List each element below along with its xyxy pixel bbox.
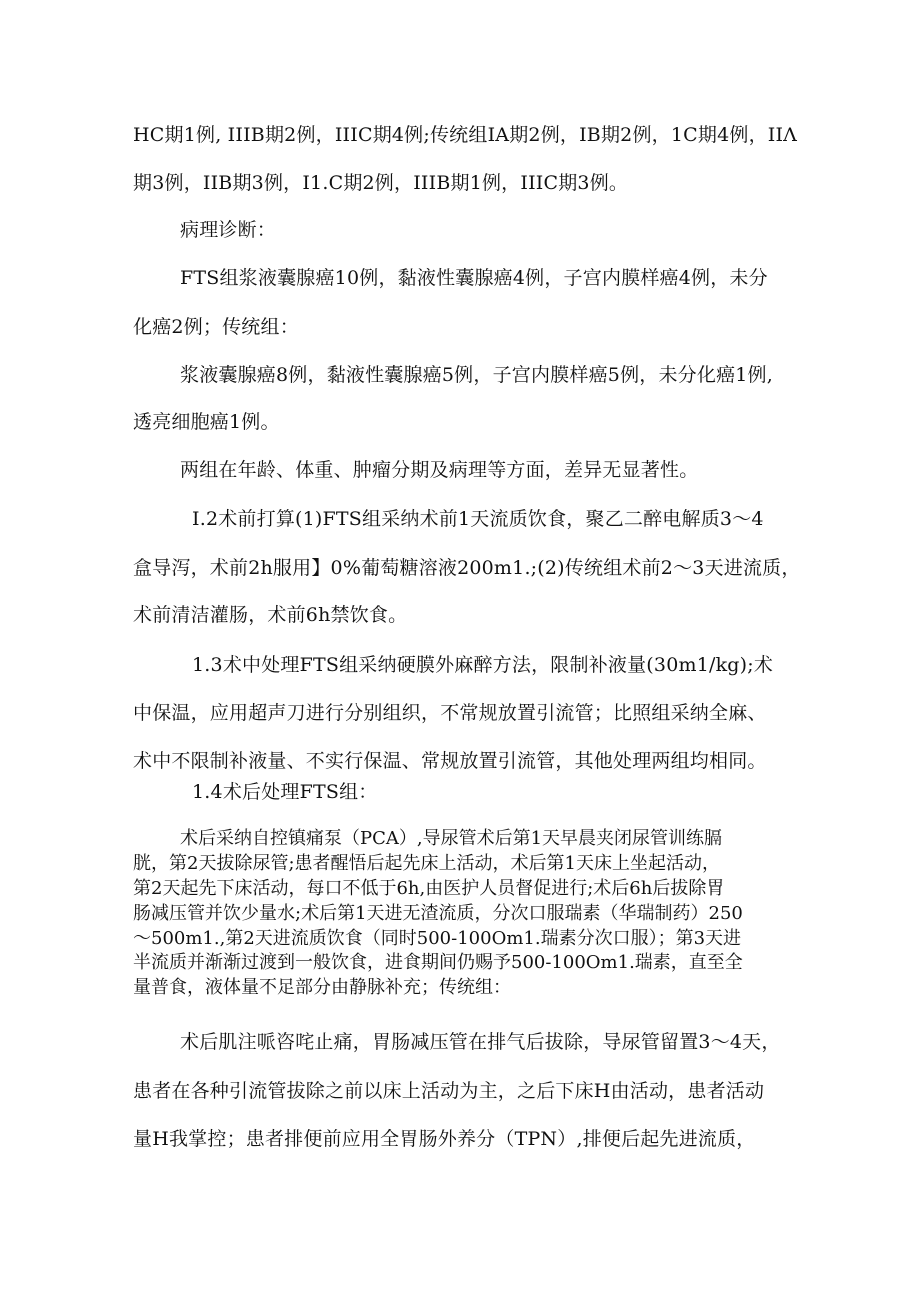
text-line: 中保温，应用超声刀进行分别组织，不常规放置引流管；比照组采纳全麻、 bbox=[133, 702, 767, 724]
section-heading: 1.4术后处理FTS组： bbox=[192, 781, 378, 803]
text-line: 1.3术中处理FTS组采纳硬膜外麻醉方法，限制补液量(30m1∕kg);术 bbox=[192, 654, 774, 676]
text-line: 量H我掌控；患者排便前应用全胃肠外养分（TPN）,排便后起先进流质， bbox=[133, 1128, 756, 1150]
text-line: 量普食，液体量不足部分由静脉补充；传统组： bbox=[133, 977, 511, 998]
text-line: 术后肌注哌咨咤止痛，胃肠减压管在排气后拔除，导尿管留置3～4天， bbox=[180, 1031, 781, 1053]
text-line: 术中不限制补液量、不实行保温、常规放置引流管，其他处理两组均相同。 bbox=[133, 750, 767, 772]
text-line: 第2天起先下床活动，每口不低于6h,由医护人员督促进行;术后6h后拔除胃 bbox=[133, 878, 725, 899]
section-heading: 病理诊断： bbox=[180, 219, 277, 241]
text-line: FTS组浆液囊腺癌10例，黏液性囊腺癌4例，子宫内膜样癌4例，未分 bbox=[180, 267, 768, 289]
text-line: 胱，第2天拔除尿管;患者醒悟后起先床上活动，术后第1天床上坐起活动， bbox=[133, 853, 720, 874]
text-line: 盒导泻，术前2h服用】0%葡萄糖溶液200m1.;(2)传统组术前2～3天进流质， bbox=[133, 557, 801, 579]
text-line: 半流质并渐渐过渡到一般饮食，进食期间仍赐予500-100Om1.瑞素，直至全 bbox=[133, 952, 743, 973]
text-line: 透亮细胞癌1例。 bbox=[133, 411, 280, 433]
text-line: 化癌2例；传统组： bbox=[133, 316, 299, 338]
text-line: 术前清洁灌肠，术前6h禁饮食。 bbox=[133, 604, 408, 626]
text-line: ～500m1.,第2天进流质饮食（同时500-100Om1.瑞素分次口服）；第3天进 bbox=[133, 928, 742, 949]
text-line: 患者在各种引流管拔除之前以床上活动为主，之后下床H由活动，患者活动 bbox=[133, 1080, 765, 1102]
text-line: 浆液囊腺癌8例，黏液性囊腺癌5例，子宫内膜样癌5例，未分化癌1例, bbox=[180, 364, 773, 386]
text-line: 术后采纳自控镇痛泵（PCA）,导尿管术后第1天早晨夹闭尿管训练膈 bbox=[180, 828, 723, 849]
text-line: HC期1例, IIIB期2例，IIIC期4例;传统组IA期2例，IB期2例，1C期4例，IIΛ bbox=[133, 124, 798, 146]
text-line: 两组在年龄、体重、肿瘤分期及病理等方面，差异无显著性。 bbox=[180, 459, 699, 481]
text-line: I.2术前打算(1)FTS组采纳术前1天流质饮食，聚乙二醉电解质3～4 bbox=[192, 508, 764, 530]
text-line: 肠减压管并饮少量水;术后第1天进无渣流质，分次口服瑞素（华瑞制药）250 bbox=[133, 903, 743, 924]
text-line: 期3例，IIB期3例，I1.C期2例，IIIB期1例，IIIC期3例。 bbox=[133, 172, 629, 194]
